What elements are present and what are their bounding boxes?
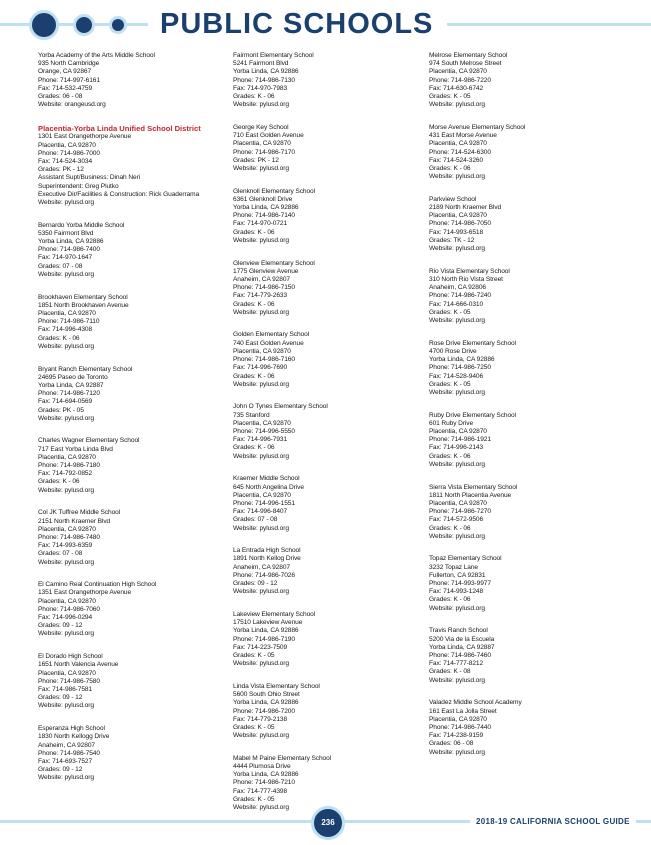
fax-line: Fax: 714-996-2143	[429, 444, 484, 452]
website-line: Website: pylusd.org	[38, 342, 94, 350]
school-name: El Camino Real Continuation High School	[38, 581, 157, 589]
address-line: 710 East Golden Avenue	[233, 132, 304, 140]
website-line: Website: pylusd.org	[429, 316, 485, 324]
fax-line: Fax: 714-238-9159	[429, 732, 484, 740]
grades-line: Grades: K - 06	[233, 300, 275, 308]
fax-line: Fax: 714-970-7983	[233, 84, 288, 92]
school-name: Linda Vista Elementary School	[233, 682, 320, 690]
school-name: Bryant Ranch Elementary School	[38, 365, 133, 373]
grades-line: Grades: 06 - 08	[38, 93, 83, 101]
phone-line: Phone: 714-986-7000	[38, 149, 100, 157]
fax-line: Fax: 714-777-8212	[429, 660, 484, 668]
school-name: Lakeview Elementary School	[233, 610, 316, 618]
website-line: Website: pylusd.org	[429, 748, 485, 756]
fax-line: Fax: 714-777-4398	[233, 787, 288, 795]
school-name: Sierra Vista Elementary School	[429, 483, 518, 491]
grades-line: Grades: 09 - 12	[38, 622, 83, 630]
address-line: Placentia, CA 92870	[429, 428, 487, 436]
school-entry	[233, 188, 418, 245]
address-line: 5350 Fairmont Blvd	[38, 229, 94, 237]
phone-line: Phone: 714-986-7026	[233, 571, 295, 579]
fax-line: Fax: 714-993-1248	[429, 588, 484, 596]
website-line: Website: pylusd.org	[38, 702, 94, 710]
address-line: 735 Stanford	[233, 411, 270, 419]
school-name: Fairmont Elementary School	[233, 52, 314, 59]
school-name: El Dorado High School	[38, 653, 103, 661]
phone-line: Phone: 714-986-7250	[429, 364, 491, 372]
grades-line: Grades: K - 06	[233, 93, 275, 101]
fax-line: Fax: 714-993-6518	[429, 228, 484, 236]
website-line: Website: pylusd.org	[233, 380, 289, 388]
school-name: Charles Wagner Elementary School	[38, 437, 140, 445]
school-name: John O Tynes Elementary School	[233, 403, 328, 411]
address-line: Anaheim, CA 92806	[429, 284, 486, 292]
school-entry	[429, 627, 614, 684]
address-line: Yorba Linda, CA 92887	[429, 643, 495, 651]
school-entry	[38, 509, 223, 566]
website-line: Website: pylusd.org	[233, 524, 289, 532]
fax-line: Fax: 714-970-0721	[233, 220, 288, 228]
school-name: Brookhaven Elementary School	[38, 293, 128, 301]
phone-line: Phone: 714-986-7220	[429, 76, 491, 84]
address-line: 1775 Glenview Avenue	[233, 267, 299, 275]
fax-line: Fax: 714-528-9406	[429, 372, 484, 380]
website-line: Website: pylusd.org	[429, 101, 485, 109]
address-line: 6361 Glenknoll Drive	[233, 195, 293, 203]
phone-line: Phone: 714-996-1551	[233, 499, 295, 507]
address-line: Executive Dir/Facilities & Construction: Rick Guaderrama	[38, 190, 200, 198]
school-entry	[233, 260, 418, 317]
grades-line: Grades: 07 - 08	[38, 262, 83, 270]
guide-title: 2018-19 CALIFORNIA SCHOOL GUIDE	[470, 816, 636, 827]
school-entry	[429, 52, 614, 109]
page-number-badge: 236	[311, 806, 345, 840]
address-line: Placentia, CA 92870	[233, 347, 291, 355]
school-entry	[233, 52, 418, 109]
school-name: Melrose Elementary School	[429, 52, 508, 59]
grades-line: Grades: K - 06	[429, 524, 471, 532]
address-line: 161 East La Jolla Street	[429, 707, 497, 715]
school-entry	[38, 581, 223, 638]
page-header	[0, 0, 651, 48]
grades-line: Grades: K - 05	[233, 651, 275, 659]
phone-line: Phone: 714-524-6300	[429, 148, 491, 156]
address-line: 1651 North Valencia Avenue	[38, 661, 119, 669]
website-line: Website: pylusd.org	[233, 804, 289, 812]
address-line: 5600 South Ohio Street	[233, 691, 300, 699]
phone-line: Phone: 714-986-7110	[38, 318, 100, 326]
phone-line: Phone: 714-986-7170	[233, 148, 295, 156]
website-line: Website: pylusd.org	[429, 173, 485, 181]
school-entry	[429, 484, 614, 541]
grades-line: Grades: K - 05	[429, 308, 471, 316]
fax-line: Fax: 714-223-7509	[233, 643, 288, 651]
school-entry	[233, 475, 418, 532]
school-name: Esperanza High School	[38, 725, 105, 733]
grades-line: Grades: K - 05	[233, 795, 275, 803]
grades-line: Grades: K - 06	[38, 478, 80, 486]
school-name: Morse Avenue Elementary School	[429, 123, 526, 131]
header-dot-medium-icon	[73, 14, 95, 36]
school-entry	[233, 683, 418, 740]
school-name: Ruby Drive Elementary School	[429, 411, 516, 419]
fax-line: Fax: 714-666-0310	[429, 300, 484, 308]
address-line: Yorba Linda, CA 92887	[38, 381, 104, 389]
fax-line: Fax: 714-996-7931	[233, 436, 288, 444]
header-dot-large-icon	[29, 10, 59, 40]
address-line: Placentia, CA 92870	[429, 68, 487, 76]
phone-line: Phone: 714-986-7270	[429, 508, 491, 516]
address-line: Yorba Linda, CA 92886	[233, 204, 299, 212]
website-line: Website: pylusd.org	[38, 198, 94, 206]
address-line: 1351 East Orangethorpe Avenue	[38, 589, 132, 597]
address-line: 310 North Rio Vista Street	[429, 275, 503, 283]
website-line: Website: pylusd.org	[38, 558, 94, 566]
address-line: Yorba Linda, CA 92886	[429, 356, 495, 364]
school-entry	[233, 547, 418, 596]
address-line: 1851 North Brookhaven Avenue	[38, 301, 129, 309]
phone-line: Phone: 714-986-7160	[233, 356, 295, 364]
website-line: Website: pylusd.org	[233, 236, 289, 244]
directory-column-1	[38, 52, 223, 797]
page-title: PUBLIC SCHOOLS	[148, 4, 447, 44]
school-entry	[38, 653, 223, 710]
grades-line: Grades: PK - 12	[38, 166, 84, 174]
website-line: Website: pylusd.org	[233, 588, 289, 596]
phone-line: Phone: 714-986-7120	[38, 390, 100, 398]
fax-line: Fax: 714-779-2633	[233, 292, 288, 300]
fax-line: Fax: 714-996-7690	[233, 364, 288, 372]
school-name: Topaz Elementary School	[429, 555, 502, 563]
address-line: 5200 Via de la Escuela	[429, 635, 495, 643]
phone-line: Phone: 714-986-7140	[233, 212, 295, 220]
fax-line: Fax: 714-524-3260	[429, 156, 484, 164]
school-entry	[233, 403, 418, 460]
address-line: Anaheim, CA 92807	[233, 275, 290, 283]
grades-line: Grades: 07 - 08	[233, 516, 278, 524]
school-entry	[38, 366, 223, 423]
phone-line: Phone: 714-986-7200	[233, 707, 295, 715]
grades-line: Grades: K - 06	[429, 452, 471, 460]
address-line: Placentia, CA 92870	[233, 140, 291, 148]
school-entry	[38, 725, 223, 782]
address-line: 1830 North Kellogg Drive	[38, 733, 110, 741]
school-name: Travis Ranch School	[429, 627, 488, 635]
grades-line: Grades: PK - 12	[233, 156, 279, 164]
website-line: Website: pylusd.org	[233, 452, 289, 460]
website-line: Website: pylusd.org	[429, 460, 485, 468]
address-line: Placentia, CA 92870	[38, 597, 96, 605]
address-line: Anaheim, CA 92807	[233, 563, 290, 571]
school-entry	[429, 340, 614, 397]
header-dot-small-icon	[109, 16, 127, 34]
address-line: Orange, CA 92867	[38, 68, 92, 76]
fax-line: Fax: 714-694-0569	[38, 398, 93, 406]
grades-line: Grades: K - 06	[38, 334, 80, 342]
address-line: 645 North Angelina Drive	[233, 483, 304, 491]
grades-line: Grades: 07 - 08	[38, 550, 83, 558]
address-line: 24695 Paseo de Toronto	[38, 373, 108, 381]
address-line: 17510 Lakeview Avenue	[233, 619, 303, 627]
phone-line: Phone: 714-996-5550	[233, 428, 295, 436]
school-name: Rio Vista Elementary School	[429, 267, 510, 275]
phone-line: Phone: 714-986-7180	[38, 462, 100, 470]
school-entry	[38, 52, 223, 109]
address-line: Yorba Linda, CA 92886	[38, 238, 104, 246]
website-line: Website: pylusd.org	[233, 732, 289, 740]
phone-line: Phone: 714-986-7130	[233, 76, 295, 84]
grades-line: Grades: 06 - 08	[429, 740, 474, 748]
website-line: Website: pylusd.org	[38, 270, 94, 278]
address-line: 717 East Yorba Linda Blvd	[38, 445, 113, 453]
fax-line: Fax: 714-996-4308	[38, 326, 93, 334]
fax-line: Fax: 714-970-1647	[38, 254, 93, 262]
phone-line: Phone: 714-986-7050	[429, 220, 491, 228]
website-line: Website: pylusd.org	[233, 660, 289, 668]
address-line: Yorba Linda, CA 92886	[233, 627, 299, 635]
school-entry	[429, 196, 614, 253]
grades-line: Grades: K - 06	[233, 444, 275, 452]
school-name: Rose Drive Elementary School	[429, 339, 516, 347]
school-entry	[233, 611, 418, 668]
address-line: Placentia, CA 92870	[38, 669, 96, 677]
website-line: Website: pylusd.org	[233, 101, 289, 109]
grades-line: Grades: K - 06	[233, 228, 275, 236]
address-line: 3232 Topaz Lane	[429, 563, 478, 571]
school-name: La Entrada High School	[233, 547, 301, 555]
address-line: 601 Ruby Drive	[429, 419, 474, 427]
address-line: Fullerton, CA 92831	[429, 571, 486, 579]
grades-line: Grades: 09 - 12	[38, 694, 83, 702]
address-line: 4444 Plumosa Drive	[233, 763, 291, 771]
website-line: Website: pylusd.org	[429, 676, 485, 684]
fax-line: Fax: 714-986-7581	[38, 686, 93, 693]
district-entry	[38, 124, 223, 207]
address-line: Yorba Linda, CA 92886	[233, 699, 299, 707]
school-name: Yorba Academy of the Arts Middle School	[38, 52, 155, 59]
school-entry	[38, 294, 223, 351]
school-entry	[38, 437, 223, 494]
address-line: Placentia, CA 92870	[38, 525, 96, 533]
address-line: 740 East Golden Avenue	[233, 339, 304, 347]
address-line: Placentia, CA 92870	[38, 141, 96, 149]
address-line: Yorba Linda, CA 92886	[233, 68, 299, 76]
website-line: Website: pylusd.org	[38, 414, 94, 422]
school-name: Mabel M Paine Elementary School	[233, 754, 332, 762]
website-line: Website: pylusd.org	[38, 486, 94, 494]
phone-line: Phone: 714-993-9977	[429, 580, 491, 588]
grades-line: Grades: 09 - 12	[38, 766, 83, 774]
phone-line: Phone: 714-986-7060	[38, 605, 100, 613]
address-line: Placentia, CA 92870	[233, 491, 291, 499]
grades-line: Grades: K - 08	[429, 668, 471, 676]
address-line: 2189 North Kraemer Blvd	[429, 204, 502, 212]
website-line: Website: pylusd.org	[38, 774, 94, 782]
school-entry	[429, 412, 614, 469]
school-name: Kraemer Middle School	[233, 475, 300, 483]
school-entry	[429, 699, 614, 756]
fax-line: Fax: 714-996-8407	[233, 508, 288, 516]
school-entry	[233, 331, 418, 388]
grades-line: Grades: K - 05	[429, 93, 471, 101]
address-line: 935 North Cambridge	[38, 60, 100, 68]
grades-line: Grades: TK - 12	[429, 236, 475, 244]
phone-line: Phone: 714-986-7460	[429, 651, 491, 659]
fax-line: Fax: 714-779-2138	[233, 715, 288, 723]
address-line: 1301 East Orangethorpe Avenue	[38, 133, 132, 141]
school-name: Bernardo Yorba Middle School	[38, 221, 125, 229]
school-name: Parkview School	[429, 195, 477, 203]
school-entry	[429, 555, 614, 612]
website-line: Website: pylusd.org	[429, 388, 485, 396]
address-line: Placentia, CA 92870	[38, 453, 96, 461]
school-name: Glenview Elementary School	[233, 259, 315, 267]
school-entry	[38, 222, 223, 279]
school-name: Golden Elementary School	[233, 331, 310, 339]
website-line: Website: pylusd.org	[233, 308, 289, 316]
address-line: 2151 North Kraemer Blvd	[38, 517, 111, 525]
address-line: 1811 North Placentia Avenue	[429, 491, 512, 499]
school-name: Valadez Middle School Academy	[429, 699, 522, 707]
address-line: Placentia, CA 92870	[429, 212, 487, 220]
phone-line: Phone: 714-997-6161	[38, 76, 100, 84]
fax-line: Fax: 714-993-6359	[38, 542, 93, 550]
phone-line: Phone: 714-986-7190	[233, 635, 295, 643]
address-line: Assistant Supt/Business: Dinah Neri	[38, 174, 141, 182]
address-line: Yorba Linda, CA 92886	[233, 771, 299, 779]
grades-line: Grades: PK - 05	[38, 406, 84, 414]
directory-column-2	[233, 52, 418, 827]
school-name: George Key School	[233, 123, 289, 131]
school-entry	[429, 268, 614, 325]
grades-line: Grades: K - 06	[233, 372, 275, 380]
address-line: 431 East Morse Avenue	[429, 132, 497, 140]
grades-line: Grades: K - 06	[429, 164, 471, 172]
website-line: Website: orangeusd.org	[38, 101, 106, 109]
address-line: Anaheim, CA 92807	[38, 741, 95, 749]
grades-line: Grades: K - 06	[429, 596, 471, 604]
website-line: Website: pylusd.org	[429, 245, 485, 253]
fax-line: Fax: 714-532-4759	[38, 84, 93, 92]
address-line: Placentia, CA 92870	[233, 419, 291, 427]
phone-line: Phone: 714-986-7400	[38, 246, 100, 254]
directory-column-3	[429, 52, 614, 771]
fax-line: Fax: 714-693-7527	[38, 757, 93, 765]
address-line: 4700 Rose Drive	[429, 347, 477, 355]
phone-line: Phone: 714-986-7440	[429, 723, 491, 731]
address-line: 974 South Melrose Street	[429, 60, 502, 68]
phone-line: Phone: 714-986-7580	[38, 677, 100, 685]
fax-line: Fax: 714-792-0852	[38, 470, 93, 478]
address-line: Placentia, CA 92870	[429, 499, 487, 507]
address-line: 1891 North Kellog Drive	[233, 555, 301, 563]
phone-line: Phone: 714-986-7480	[38, 533, 100, 541]
grades-line: Grades: K - 05	[233, 723, 275, 731]
school-entry	[429, 124, 614, 181]
district-heading: Placentia-Yorba Linda Unified School District	[38, 123, 201, 133]
website-line: Website: pylusd.org	[429, 604, 485, 612]
address-line: 5241 Fairmont Blvd	[233, 60, 289, 68]
school-name: Glenknoll Elementary School	[233, 187, 315, 195]
address-line: Placentia, CA 92870	[429, 715, 487, 723]
phone-line: Phone: 714-986-1921	[429, 436, 491, 444]
fax-line: Fax: 714-572-9506	[429, 516, 484, 524]
address-line: Superintendent: Greg Plutko	[38, 182, 119, 190]
phone-line: Phone: 714-986-7210	[233, 779, 295, 787]
grades-line: Grades: 09 - 12	[233, 580, 278, 588]
fax-line: Fax: 714-996-0294	[38, 614, 93, 622]
grades-line: Grades: K - 05	[429, 380, 471, 388]
fax-line: Fax: 714-524-3034	[38, 157, 93, 165]
website-line: Website: pylusd.org	[233, 164, 289, 172]
school-name: Col JK Tuffree Middle School	[38, 509, 121, 517]
website-line: Website: pylusd.org	[38, 630, 94, 638]
address-line: Placentia, CA 92870	[38, 309, 96, 317]
address-line: Placentia, CA 92870	[429, 140, 487, 148]
phone-line: Phone: 714-986-7240	[429, 292, 491, 300]
phone-line: Phone: 714-986-7150	[233, 284, 295, 292]
phone-line: Phone: 714-986-7540	[38, 749, 100, 757]
page-footer	[0, 804, 651, 838]
website-line: Website: pylusd.org	[429, 532, 485, 540]
fax-line: Fax: 714-630-6742	[429, 84, 484, 92]
school-entry	[233, 124, 418, 173]
